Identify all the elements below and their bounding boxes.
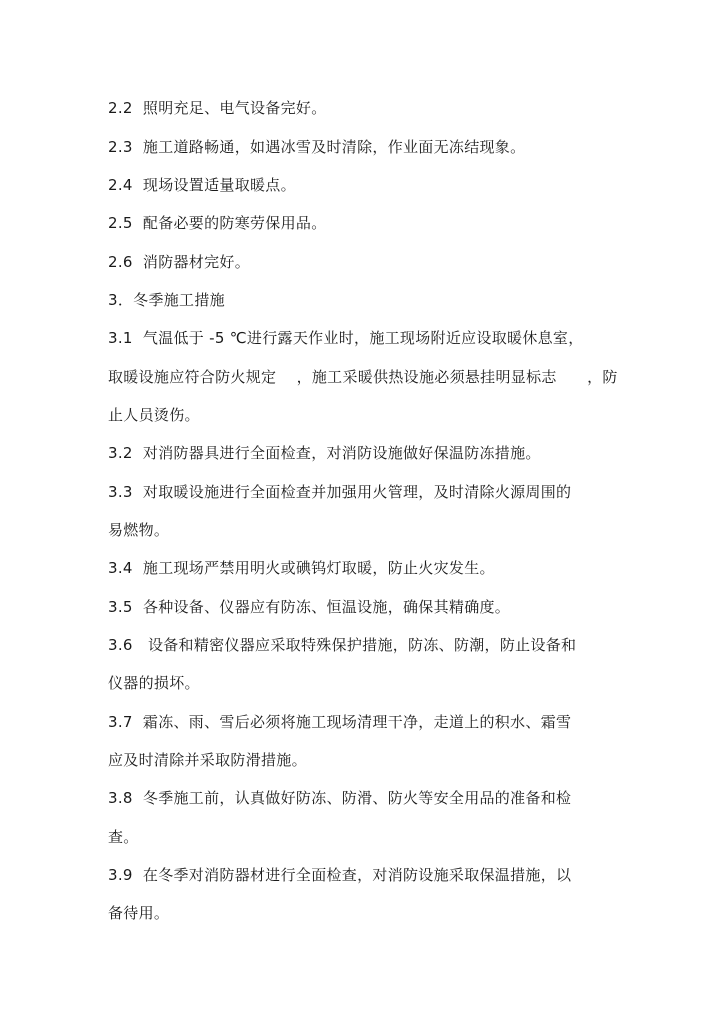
text-line: 取暖设施应符合防火规定 ，施工采暖供热设施必须悬挂明显标志 ，防 (108, 368, 618, 386)
text-line: 易燃物。 (108, 521, 170, 539)
section-heading: 3．冬季施工措施 (108, 291, 225, 309)
text-line: 3.5 各种设备、仪器应有防冻、恒温设施，确保其精确度。 (108, 598, 511, 616)
text-line: 2.5 配备必要的防寒劳保用品。 (108, 214, 327, 232)
text-line: 3.4 施工现场严禁用明火或碘钨灯取暖，防止火灾发生。 (108, 559, 495, 577)
text-line: 2.6 消防器材完好。 (108, 253, 250, 271)
text-line: 2.3 施工道路畅通，如遇冰雪及时清除，作业面无冻结现象。 (108, 138, 526, 156)
text-line: 查。 (108, 828, 139, 846)
text-line: 止人员烫伤。 (108, 406, 200, 424)
text-line: 备待用。 (108, 904, 170, 922)
text-line: 2.4 现场设置适量取暖点。 (108, 176, 296, 194)
text-line: 3.7 霜冻、雨、雪后必须将施工现场清理干净，走道上的积水、霜雪 (108, 713, 572, 731)
text-line: 3.3 对取暖设施进行全面检查并加强用火管理，及时清除火源周围的 (108, 483, 572, 501)
text-line: 3.2 对消防器具进行全面检查，对消防设施做好保温防冻措施。 (108, 444, 541, 462)
text-line: 3.9 在冬季对消防器材进行全面检查，对消防设施采取保温措施，以 (108, 866, 572, 884)
text-line: 3.8 冬季施工前，认真做好防冻、防滑、防火等安全用品的准备和检 (108, 789, 572, 807)
text-line: 2.2 照明充足、电气设备完好。 (108, 99, 327, 117)
text-line: 应及时清除并采取防滑措施。 (108, 751, 307, 769)
text-line: 仪器的损坏。 (108, 674, 200, 692)
text-line: 3.1 气温低于 -5 ℃进行露天作业时，施工现场附近应设取暖休息室， (108, 329, 584, 347)
text-line: 3.6 设备和精密仪器应采取特殊保护措施，防冻、防潮，防止设备和 (108, 636, 577, 654)
